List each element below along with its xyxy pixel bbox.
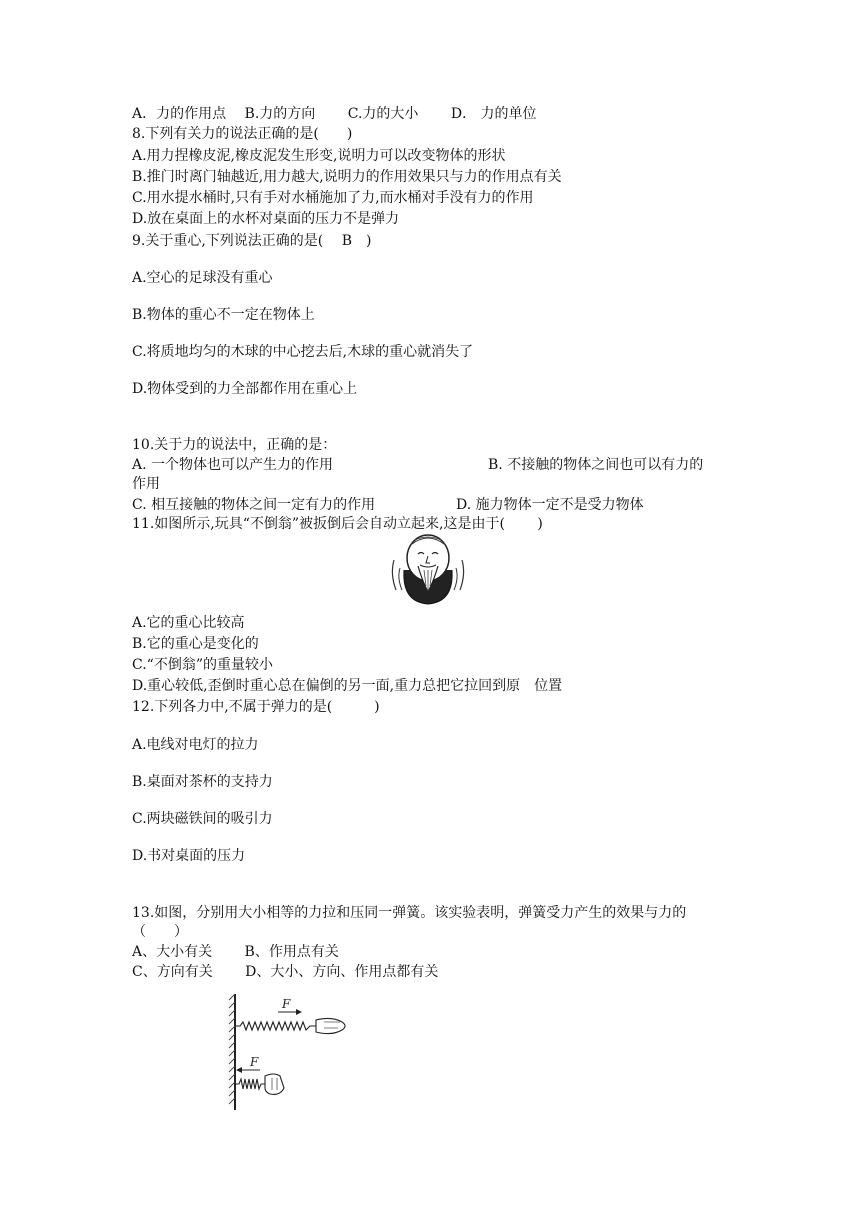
q12-option-a: A.电线对电灯的拉力 xyxy=(132,737,259,753)
q11-option-a: A.它的重心比较高 xyxy=(132,615,245,631)
q11-stem: 11.如图所示,玩具“不倒翁”被扳倒后会自动立起来,这是由于( ) xyxy=(132,516,543,532)
q9-option-d: D.物体受到的力全部都作用在重心上 xyxy=(132,381,358,397)
tumbler-toy-figure xyxy=(388,530,468,608)
q12-option-d: D.书对桌面的压力 xyxy=(132,848,246,864)
q9-option-c: C.将质地均匀的木球的中心挖去后,木球的重心就消失了 xyxy=(132,344,474,360)
q8-stem: 8.下列有关力的说法正确的是( ) xyxy=(132,126,353,142)
q9-stem: 9.关于重心,下列说法正确的是( B ) xyxy=(132,233,372,249)
q10-option-d: D. 施力物体一定不是受力物体 xyxy=(456,497,644,513)
q11-option-d: D.重心较低,歪倒时重心总在偏倒的另一面,重力总把它拉回到原 位置 xyxy=(132,678,563,694)
spring-experiment-drawing xyxy=(228,992,350,1112)
force-label-bottom: F xyxy=(250,1055,259,1069)
q10-option-b-continued: 作用 xyxy=(132,476,160,492)
tumbler-toy-drawing xyxy=(388,530,468,608)
q11-option-c: C.“不倒翁”的重量较小 xyxy=(132,657,273,673)
q10-option-a: A. 一个物体也可以产生力的作用 xyxy=(132,457,334,473)
q8-option-a: A.用力捏橡皮泥,橡皮泥发生形变,说明力可以改变物体的形状 xyxy=(132,148,506,164)
q13-options-cd: C、方向有关 D、大小、方向、作用点都有关 xyxy=(132,964,439,980)
q9-option-a: A.空心的足球没有重心 xyxy=(132,270,273,286)
q12-stem: 12.下列各力中,不属于弹力的是( ) xyxy=(132,699,380,715)
q8-option-d: D.放在桌面上的水杯对桌面的压力不是弹力 xyxy=(132,211,400,227)
q13-stem: 13.如图，分别用大小相等的力拉和压同一弹簧。该实验表明，弹簧受力产生的效果与力的 xyxy=(132,905,687,921)
q13-paren: （ ） xyxy=(132,924,188,940)
q7-options: A．力的作用点 B.力的方向 C.力的大小 D． 力的单位 xyxy=(132,106,537,122)
q9-option-b: B.物体的重心不一定在物体上 xyxy=(132,307,315,323)
q12-option-b: B.桌面对茶杯的支持力 xyxy=(132,774,273,790)
q12-option-c: C.两块磁铁间的吸引力 xyxy=(132,811,273,827)
q8-option-c: C.用水提水桶时,只有手对水桶施加了力,而水桶对手没有力的作用 xyxy=(132,190,534,206)
q10-stem: 10.关于力的说法中，正确的是： xyxy=(132,437,337,453)
q13-options-ab: A、大小有关 B、作用点有关 xyxy=(132,944,339,960)
spring-experiment-figure xyxy=(228,992,350,1112)
q10-option-c: C. 相互接触的物体之间一定有力的作用 xyxy=(132,497,376,513)
force-label-top: F xyxy=(282,997,291,1011)
q11-option-b: B.它的重心是变化的 xyxy=(132,636,259,652)
q8-option-b: B.推门时离门轴越近,用力越大,说明力的作用效果只与力的作用点有关 xyxy=(132,169,562,185)
q10-option-b: B. 不接触的物体之间也可以有力的 xyxy=(488,457,704,473)
